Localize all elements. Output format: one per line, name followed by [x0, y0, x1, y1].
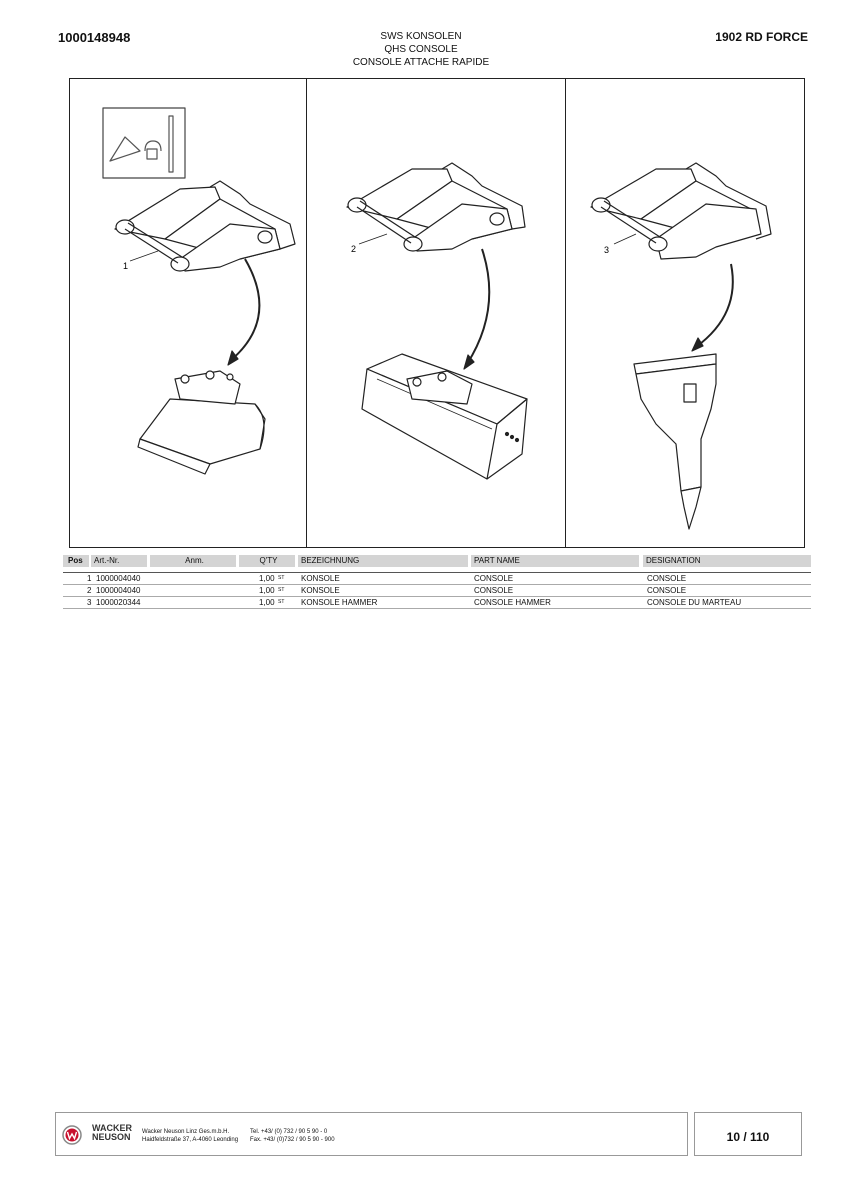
col-pos: Pos: [63, 555, 89, 567]
row-designation: CONSOLE: [647, 574, 687, 583]
col-designation: DESIGNATION: [643, 555, 811, 567]
row-designation: CONSOLE: [647, 586, 687, 595]
row-bezeichnung: KONSOLE: [301, 574, 340, 583]
callout-3: 3: [604, 245, 610, 255]
row-pos: 3: [87, 598, 92, 607]
col-qty: Q'TY: [239, 555, 295, 567]
row-art-nr: 1000020344: [96, 598, 141, 607]
row-pos: 2: [87, 586, 92, 595]
figure-panel-wide-bucket: [306, 79, 566, 547]
row-designation: CONSOLE DU MARTEAU: [647, 598, 742, 607]
title-line-en: QHS CONSOLE: [384, 44, 458, 55]
callout-1: 1: [123, 261, 129, 271]
brand-line-2: NEUSON: [92, 1132, 131, 1142]
wide-bucket-console-illustration: [307, 79, 566, 547]
parts-table-header: [63, 555, 811, 567]
wacker-neuson-logo-icon: [62, 1125, 82, 1145]
bucket-console-illustration: [70, 79, 306, 547]
row-unit: ST: [278, 575, 285, 581]
col-art-nr: Art.-Nr.: [91, 555, 147, 567]
brand-wordmark: [92, 1124, 132, 1142]
model-name: 1902 RD FORCE: [715, 30, 808, 44]
company-name: Wacker Neuson Linz Ges.m.b.H.: [142, 1129, 230, 1135]
parts-table-body: [63, 573, 811, 609]
callout-2: 2: [351, 244, 357, 254]
table-row: [63, 573, 811, 585]
table-row: [63, 585, 811, 597]
row-pos: 1: [87, 574, 92, 583]
hammer-console-illustration: [566, 79, 805, 547]
row-qty: 1,00: [259, 574, 275, 583]
row-unit: ST: [278, 587, 285, 593]
brand-line-1: WACKER: [92, 1123, 132, 1133]
fax-number: Fax. +43/ (0)732 / 90 5 90 - 900: [250, 1137, 335, 1143]
page-number: 10 / 110: [694, 1112, 802, 1156]
col-anm: Anm.: [150, 555, 236, 567]
row-unit: ST: [278, 599, 285, 605]
row-art-nr: 1000004040: [96, 586, 141, 595]
title-line-de: SWS KONSOLEN: [380, 31, 462, 42]
title-line-fr: CONSOLE ATTACHE RAPIDE: [352, 57, 490, 68]
table-row: [63, 597, 811, 609]
exploded-view-figure: [69, 78, 805, 548]
row-qty: 1,00: [259, 598, 275, 607]
figure-panel-bucket: [70, 79, 306, 547]
row-bezeichnung: KONSOLE HAMMER: [301, 598, 378, 607]
row-bezeichnung: KONSOLE: [301, 586, 340, 595]
document-number: 1000148948: [58, 30, 131, 45]
phone-number: Tel. +43/ (0) 732 / 90 5 90 - 0: [250, 1129, 328, 1135]
row-part-name: CONSOLE: [474, 574, 514, 583]
company-address: Haidfeldstraße 37, A-4060 Leonding: [142, 1137, 239, 1143]
row-part-name: CONSOLE: [474, 586, 514, 595]
figure-panel-hammer: [565, 79, 805, 547]
row-qty: 1,00: [259, 586, 275, 595]
col-part-name: PART NAME: [471, 555, 639, 567]
row-part-name: CONSOLE HAMMER: [474, 598, 551, 607]
row-art-nr: 1000004040: [96, 574, 141, 583]
col-bezeichnung: BEZEICHNUNG: [298, 555, 468, 567]
footer: [55, 1112, 688, 1156]
